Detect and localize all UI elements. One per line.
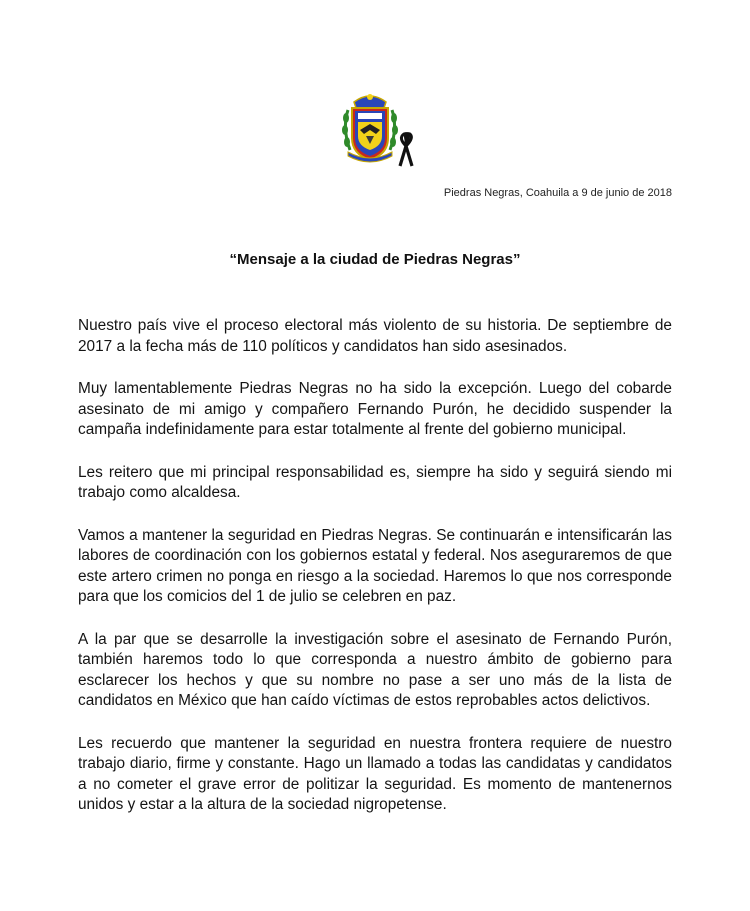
paragraph: A la par que se desarrolle la investigación sobre el asesinato de Fernando Purón, también haremos todo lo que corresponda a nuestro ámbito de gobierno para esclarecer los hechos y que su nombre no pase a ser uno más de la lista de candidatos en México que han caído víctimas de estos reprobables actos delictivos. bbox=[78, 630, 672, 709]
letterhead-emblem bbox=[340, 88, 420, 172]
paragraph: Nuestro país vive el proceso electoral más violento de su historia. De septiembre de 2017 a la fecha más de 110 políticos y candidatos han sido asesinados. bbox=[78, 317, 672, 355]
message-body bbox=[78, 316, 672, 838]
paragraph: Les recuerdo que mantener la seguridad en nuestra frontera requiere de nuestro trabajo diario, firme y constante. Hago un llamado a todas las candidatas y candidatos a no cometer el grave error de politizar la seguridad. Es momento de mantenernos unidos y estar a la altura de la sociedad nigropetense. bbox=[78, 734, 672, 813]
dateline: Piedras Negras, Coahuila a 9 de junio de 2018 bbox=[443, 187, 672, 199]
document-title: “Mensaje a la ciudad de Piedras Negras” bbox=[229, 251, 521, 268]
paragraph: Vamos a mantener la seguridad en Piedras Negras. Se continuarán e intensificarán las labores de coordinación con los gobiernos estatal y federal. Nos aseguraremos de que este artero crimen no ponga en riesgo a la sociedad. Haremos lo que nos corresponde para que los comicios del 1 de julio se celebren en paz. bbox=[78, 526, 672, 605]
black-mourning-ribbon-icon bbox=[400, 134, 412, 166]
paragraph: Muy lamentablemente Piedras Negras no ha sido la excepción. Luego del cobarde asesinato de mi amigo y compañero Fernando Purón, he decidido suspender la campaña indefinidamente para estar totalmente al frente del gobierno municipal. bbox=[78, 380, 672, 438]
piedras-negras-coat-of-arms-icon bbox=[340, 88, 420, 172]
paragraph: Les reitero que mi principal responsabilidad es, siempre ha sido y seguirá siendo mi trabajo como alcaldesa. bbox=[78, 463, 672, 501]
